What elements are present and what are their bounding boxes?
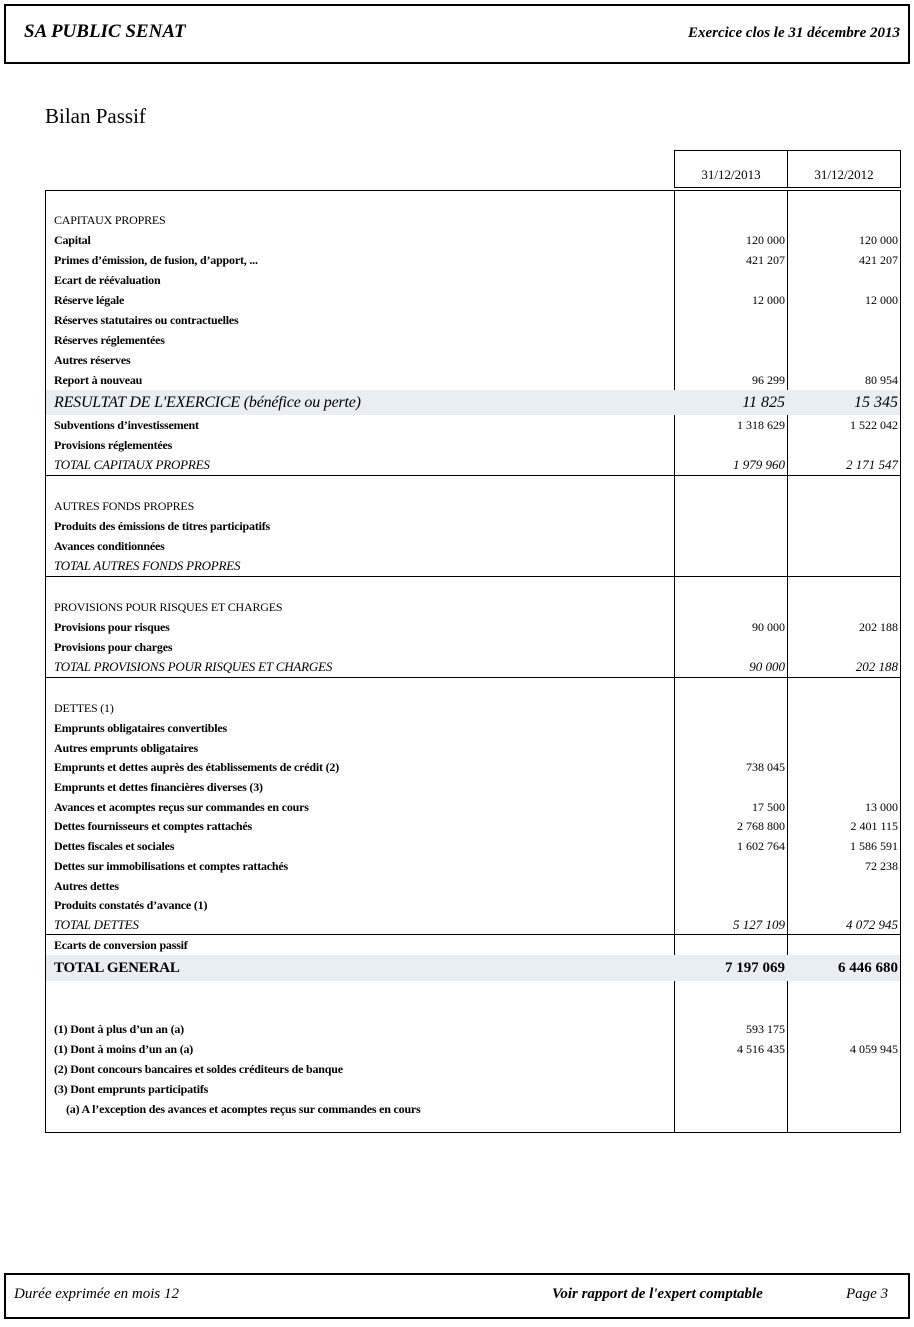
table-row <box>46 556 900 576</box>
table-row <box>46 758 900 778</box>
value-2012: 12 000 <box>865 292 898 307</box>
row-label: Autres réserves <box>54 352 131 367</box>
table-row <box>46 857 900 877</box>
row-label: Autres dettes <box>54 878 119 893</box>
value-2013: 90 000 <box>752 619 785 634</box>
value-2012: 1 522 042 <box>850 417 898 432</box>
column-header-2012: 31/12/2012 <box>787 150 901 188</box>
row-label: Produits des émissions de titres participatifs <box>54 518 271 533</box>
value-2013: 4 516 435 <box>737 1041 785 1056</box>
row-label: (a) A l’exception des avances et acomptes reçus sur commandes en cours <box>66 1101 421 1116</box>
value-2013: 11 825 <box>742 393 785 411</box>
row-label: Report à nouveau <box>54 372 143 387</box>
table-row <box>46 415 900 435</box>
table-row <box>46 738 900 758</box>
table-section <box>46 935 900 1119</box>
row-label: Emprunts et dettes auprès des établissements de crédit (2) <box>54 760 340 775</box>
table-row <box>46 1059 900 1079</box>
row-label: Dettes fiscales et sociales <box>54 839 175 854</box>
row-label: (3) Dont emprunts participatifs <box>54 1081 209 1096</box>
table-row <box>46 876 900 896</box>
table-row <box>46 699 900 719</box>
value-2012: 202 188 <box>855 659 898 674</box>
table-row <box>46 230 900 250</box>
table-row <box>46 290 900 310</box>
page-title: Bilan Passif <box>45 104 146 128</box>
row-label: Provisions pour risques <box>54 619 170 634</box>
table-row <box>46 435 900 455</box>
table-row <box>46 837 900 857</box>
row-label: (1) Dont à moins d’un an (a) <box>54 1041 194 1056</box>
table-row <box>46 617 900 637</box>
value-2013: 7 197 069 <box>725 959 785 976</box>
value-2012: 202 188 <box>859 619 898 634</box>
table-row <box>46 250 900 270</box>
row-label: Primes d’émission, de fusion, d’apport, ... <box>54 252 258 267</box>
row-label: Ecarts de conversion passif <box>54 937 188 952</box>
value-2012: 2 171 547 <box>846 457 898 472</box>
table-row <box>46 778 900 798</box>
value-2013: 12 000 <box>752 292 785 307</box>
value-2012: 1 586 591 <box>850 839 898 854</box>
value-2012: 6 446 680 <box>838 959 898 976</box>
value-2013: 421 207 <box>746 252 785 267</box>
row-label: Ecart de réévaluation <box>54 272 161 287</box>
value-2012: 421 207 <box>859 252 898 267</box>
duration-note: Durée exprimée en mois 12 <box>14 1286 179 1302</box>
table-row <box>46 797 900 817</box>
row-label: TOTAL DETTES <box>54 917 139 933</box>
table-section <box>46 577 900 678</box>
fiscal-period: Exercice clos le 31 décembre 2013 <box>687 25 900 41</box>
row-label: Avances et acomptes reçus sur commandes en cours <box>54 799 309 814</box>
table-row <box>46 370 900 390</box>
table-row <box>46 350 900 370</box>
value-2012: 2 401 115 <box>850 819 898 834</box>
row-label: Provisions pour charges <box>54 639 173 654</box>
table-row <box>46 896 900 916</box>
value-2013: 96 299 <box>752 372 785 387</box>
table-row <box>46 1019 900 1039</box>
value-2012: 15 345 <box>854 393 898 411</box>
table-row <box>46 935 900 955</box>
row-label: Capital <box>54 232 91 247</box>
value-2013: 90 000 <box>749 659 785 674</box>
table-row <box>46 455 900 475</box>
balance-sheet-table <box>45 190 901 1133</box>
row-label: AUTRES FONDS PROPRES <box>54 498 195 513</box>
row-label: CAPITAUX PROPRES <box>54 212 166 227</box>
table-section <box>46 191 900 476</box>
value-2012: 4 059 945 <box>850 1041 898 1056</box>
row-label: Réserves statutaires ou contractuelles <box>54 312 239 327</box>
value-2013: 738 045 <box>746 760 785 775</box>
row-label: Autres emprunts obligataires <box>54 740 198 755</box>
table-row <box>46 637 900 657</box>
column-header-2013: 31/12/2013 <box>674 150 788 188</box>
value-2012: 120 000 <box>859 232 898 247</box>
row-label: Emprunts obligataires convertibles <box>54 721 227 736</box>
row-label: Dettes fournisseurs et comptes rattachés <box>54 819 252 834</box>
value-2012: 80 954 <box>865 372 898 387</box>
table-section <box>46 476 900 577</box>
value-2013: 2 768 800 <box>737 819 785 834</box>
value-2013: 120 000 <box>746 232 785 247</box>
row-label: (2) Dont concours bancaires et soldes créditeurs de banque <box>54 1061 343 1076</box>
row-label: DETTES (1) <box>54 701 114 716</box>
table-row <box>46 1099 900 1119</box>
value-2013: 1 979 960 <box>733 457 785 472</box>
table-row <box>46 516 900 536</box>
row-label: Produits constatés d’avance (1) <box>54 898 208 913</box>
table-row <box>46 390 900 415</box>
spacer <box>46 981 900 1019</box>
table-row <box>46 310 900 330</box>
table-row <box>46 657 900 677</box>
row-label: (1) Dont à plus d’un an (a) <box>54 1021 184 1036</box>
row-label: Réserves réglementées <box>54 332 165 347</box>
table-row <box>46 210 900 230</box>
table-row <box>46 536 900 556</box>
table-row <box>46 916 900 936</box>
value-2012: 4 072 945 <box>846 917 898 933</box>
row-label: Provisions réglementées <box>54 437 173 452</box>
table-row <box>46 597 900 617</box>
value-2013: 593 175 <box>746 1021 785 1036</box>
value-2013: 17 500 <box>752 799 785 814</box>
page-header <box>4 4 910 64</box>
row-label: Subventions d’investissement <box>54 417 199 432</box>
row-label: Dettes sur immobilisations et comptes rattachés <box>54 858 289 873</box>
table-row <box>46 955 900 981</box>
value-2013: 5 127 109 <box>733 917 785 933</box>
expert-report-note: Voir rapport de l'expert comptable <box>552 1286 763 1302</box>
table-row <box>46 330 900 350</box>
value-2012: 72 238 <box>865 858 898 873</box>
row-label: Réserve légale <box>54 292 125 307</box>
row-label: Avances conditionnées <box>54 538 165 553</box>
row-label: TOTAL AUTRES FONDS PROPRES <box>54 558 241 573</box>
table-section <box>46 678 900 935</box>
table-row <box>46 1039 900 1059</box>
value-2013: 1 602 764 <box>737 839 785 854</box>
row-label: TOTAL GENERAL <box>54 959 180 976</box>
row-label: Emprunts et dettes financières diverses (3) <box>54 780 263 795</box>
page-number: Page 3 <box>846 1286 889 1302</box>
table-row <box>46 496 900 516</box>
row-label: PROVISIONS POUR RISQUES ET CHARGES <box>54 599 283 614</box>
table-row <box>46 270 900 290</box>
row-label: RESULTAT DE L'EXERCICE (bénéfice ou perte) <box>54 393 361 411</box>
value-2013: 1 318 629 <box>737 417 785 432</box>
row-label: TOTAL CAPITAUX PROPRES <box>54 457 210 472</box>
table-row <box>46 1079 900 1099</box>
table-row <box>46 817 900 837</box>
table-row <box>46 719 900 739</box>
value-2012: 13 000 <box>865 799 898 814</box>
company-name: SA PUBLIC SENAT <box>24 21 186 42</box>
row-label: TOTAL PROVISIONS POUR RISQUES ET CHARGES <box>54 659 333 674</box>
page-footer <box>4 1273 910 1319</box>
